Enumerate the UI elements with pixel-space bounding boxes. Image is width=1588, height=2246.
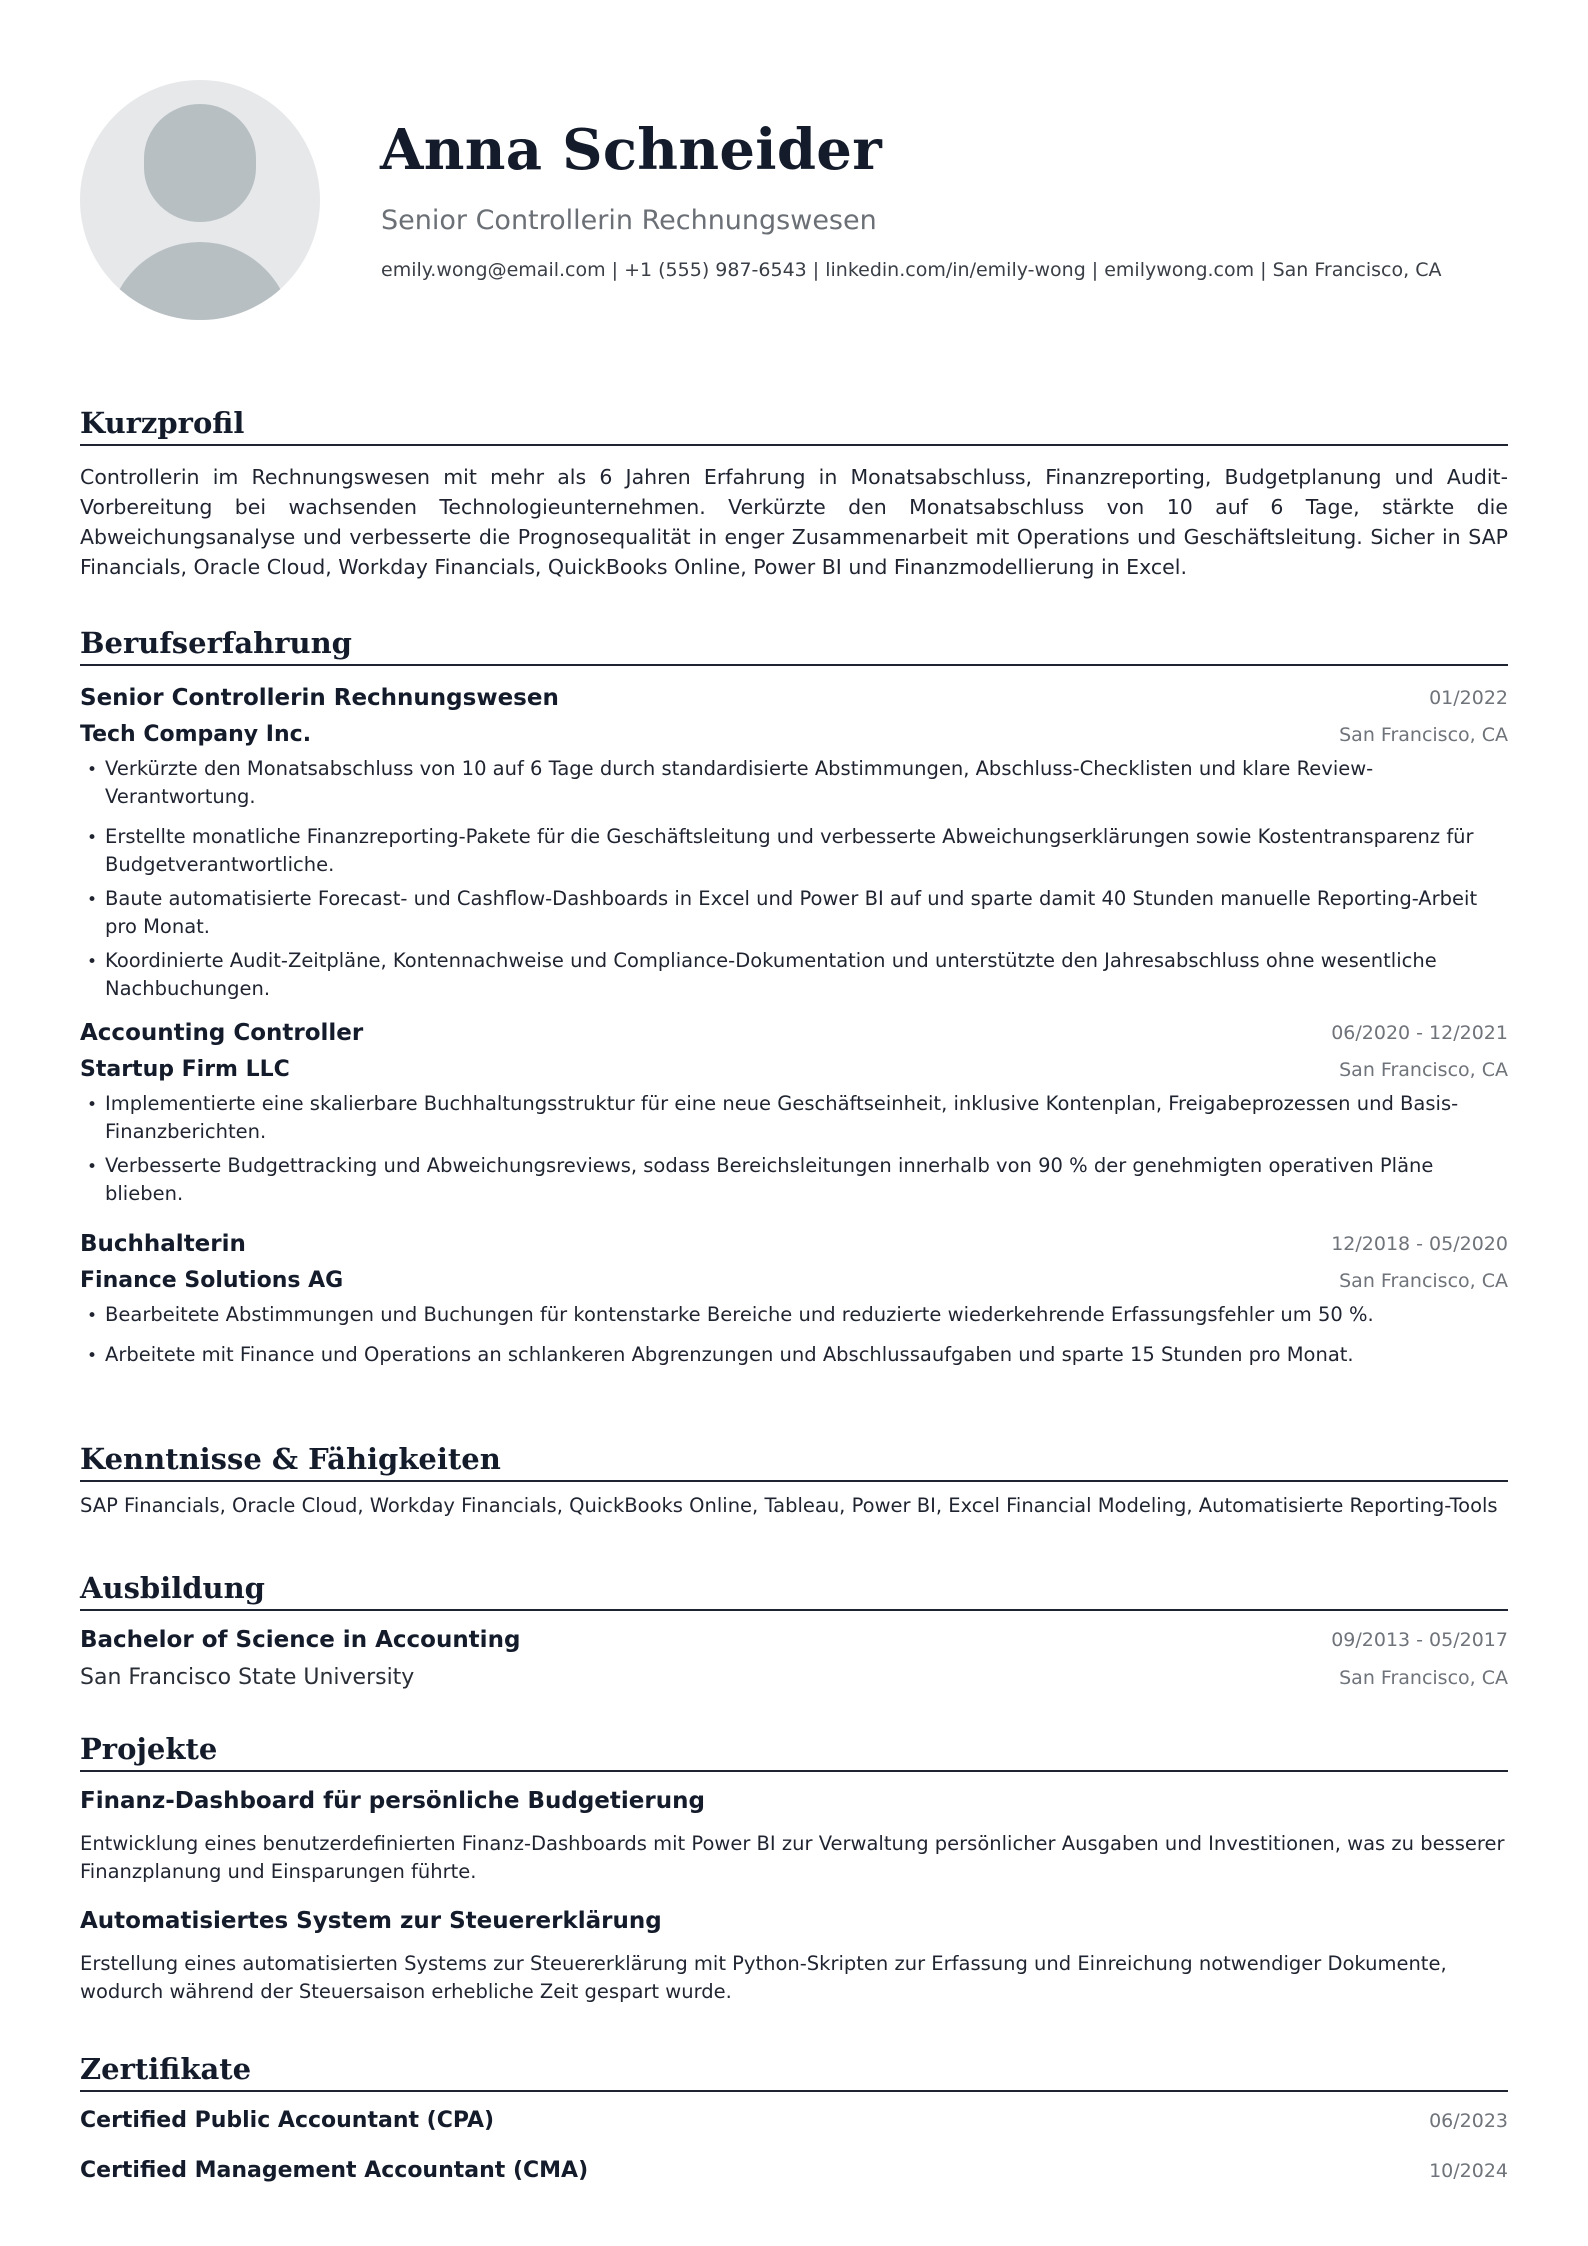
list-item: • Verkürzte den Monatsabschluss von 10 auf 6 Tage durch standardisierte Abstimmungen, Abschluss-Checklisten und klare Review-Verantwortung. — [80, 755, 1508, 811]
project-title: Automatisiertes System zur Steuererklärung — [80, 1908, 662, 1934]
section-heading-text: Berufserfahrung — [80, 626, 352, 660]
job-company: Finance Solutions AG — [80, 1268, 344, 1293]
job-role: Accounting Controller — [80, 1020, 364, 1046]
education-school: San Francisco State University — [80, 1665, 415, 1690]
certificate-row — [80, 2158, 1508, 2190]
section-heading-text: Zertifikate — [80, 2052, 252, 2086]
section-heading-text: Kenntnisse & Fähigkeiten — [80, 1442, 501, 1476]
candidate-name: Anna Schneider — [380, 117, 883, 183]
job-date: 12/2018 - 05/2020 — [1331, 1233, 1508, 1255]
skills-text: SAP Financials, Oracle Cloud, Workday Financials, QuickBooks Online, Tableau, Power BI, Excel Financial Modeling, Automatisierte Reporting-Tools — [80, 1494, 1498, 1517]
certificate-row — [80, 2108, 1508, 2140]
section-heading-text: Kurzprofil — [80, 406, 245, 440]
job-header — [80, 685, 1508, 717]
avatar-head-shape — [144, 104, 256, 222]
certificate-name: Certified Public Accountant (CPA) — [80, 2108, 495, 2133]
list-item: • Arbeitete mit Finance und Operations an schlankeren Abgrenzungen und Abschlussaufgaben und sparte 15 Stunden pro Monat. — [80, 1341, 1508, 1369]
certificate-date: 10/2024 — [1429, 2160, 1508, 2182]
avatar — [80, 80, 320, 320]
job-company-row — [80, 1268, 1508, 1300]
education-date: 09/2013 - 05/2017 — [1331, 1629, 1508, 1651]
list-item: • Bearbeitete Abstimmungen und Buchungen für kontenstarke Bereiche und reduzierte wiederkehrende Erfassungsfehler um 50 %. — [80, 1301, 1508, 1329]
section-heading-skills — [80, 1440, 1508, 1482]
job-date: 06/2020 - 12/2021 — [1331, 1022, 1508, 1044]
education-location: San Francisco, CA — [1339, 1667, 1508, 1689]
job-bullets — [80, 755, 1508, 1009]
job-bullets — [80, 1090, 1508, 1214]
education-school-row — [80, 1665, 1508, 1697]
section-heading-summary — [80, 404, 1508, 446]
contact-line: emily.wong@email.com | +1 (555) 987-6543 | linkedin.com/in/emily-wong | emilywong.com | San Francisco, CA — [381, 259, 1442, 281]
project-description: Erstellung eines automatisierten Systems zur Steuererklärung mit Python-Skripten zur Erfassung und Einreichung notwendiger Dokumente, wodurch während der Steuersaison erhebliche Zeit gespart wurde. — [80, 1952, 1447, 2003]
list-item: • Verbesserte Budgettracking und Abweichungsreviews, sodass Bereichsleitungen innerhalb von 90 % der genehmigten operativen Pläne blieben. — [80, 1152, 1508, 1208]
job-bullets — [80, 1301, 1508, 1375]
job-role: Buchhalterin — [80, 1231, 246, 1257]
list-item: • Baute automatisierte Forecast- und Cashflow-Dashboards in Excel und Power BI auf und sparte damit 40 Stunden manuelle Reporting-Arbeit pro Monat. — [80, 885, 1508, 941]
summary-text: Controllerin im Rechnungswesen mit mehr als 6 Jahren Erfahrung in Monatsabschluss, Finanzreporting, Budgetplanung und Audit-Vorbereitung bei wachsenden Technologieunternehmen. Verkürzte den Monatsabschluss von 10 auf 6 Tage, stärkte die Abweichungsanalyse und verbesserte die Prognosequalität in enger Zusammenarbeit mit Operations und Geschäftsleitung. Sicher in SAP Financials, Oracle Cloud, Workday Financials, QuickBooks Online, Power BI und Finanzmodellierung in Excel. — [80, 465, 1508, 579]
certificate-name: Certified Management Accountant (CMA) — [80, 2158, 589, 2183]
candidate-title: Senior Controllerin Rechnungswesen — [381, 205, 877, 236]
section-heading-text: Ausbildung — [80, 1571, 265, 1605]
job-company-row — [80, 722, 1508, 754]
section-heading-experience — [80, 624, 1508, 666]
job-header — [80, 1231, 1508, 1263]
job-role: Senior Controllerin Rechnungswesen — [80, 685, 559, 711]
list-item: • Erstellte monatliche Finanzreporting-Pakete für die Geschäftsleitung und verbesserte Abweichungserklärungen sowie Kostentransparenz für Budgetverantwortliche. — [80, 823, 1508, 879]
job-location: San Francisco, CA — [1339, 1059, 1508, 1081]
job-date: 01/2022 — [1429, 687, 1508, 709]
section-heading-text: Projekte — [80, 1732, 218, 1766]
section-heading-projects — [80, 1730, 1508, 1772]
list-item: • Koordinierte Audit-Zeitpläne, Kontennachweise und Compliance-Dokumentation und unterstützte den Jahresabschluss ohne wesentliche Nachbuchungen. — [80, 947, 1508, 1003]
job-location: San Francisco, CA — [1339, 724, 1508, 746]
job-company-row — [80, 1057, 1508, 1089]
section-heading-education — [80, 1569, 1508, 1611]
job-company: Startup Firm LLC — [80, 1057, 290, 1082]
job-company: Tech Company Inc. — [80, 722, 312, 747]
list-item: • Implementierte eine skalierbare Buchhaltungsstruktur für eine neue Geschäftseinheit, inklusive Kontenplan, Freigabeprozessen und Basis-Finanzberichten. — [80, 1090, 1508, 1146]
education-degree: Bachelor of Science in Accounting — [80, 1627, 521, 1653]
project-description: Entwicklung eines benutzerdefinierten Finanz-Dashboards mit Power BI zur Verwaltung persönlicher Ausgaben und Investitionen, was zu besserer Finanzplanung und Einsparungen führte. — [80, 1832, 1505, 1883]
job-header — [80, 1020, 1508, 1052]
project-title: Finanz-Dashboard für persönliche Budgetierung — [80, 1788, 705, 1814]
avatar-body-shape — [108, 242, 292, 320]
job-location: San Francisco, CA — [1339, 1270, 1508, 1292]
certificate-date: 06/2023 — [1429, 2110, 1508, 2132]
section-heading-certificates — [80, 2050, 1508, 2092]
education-header — [80, 1627, 1508, 1659]
